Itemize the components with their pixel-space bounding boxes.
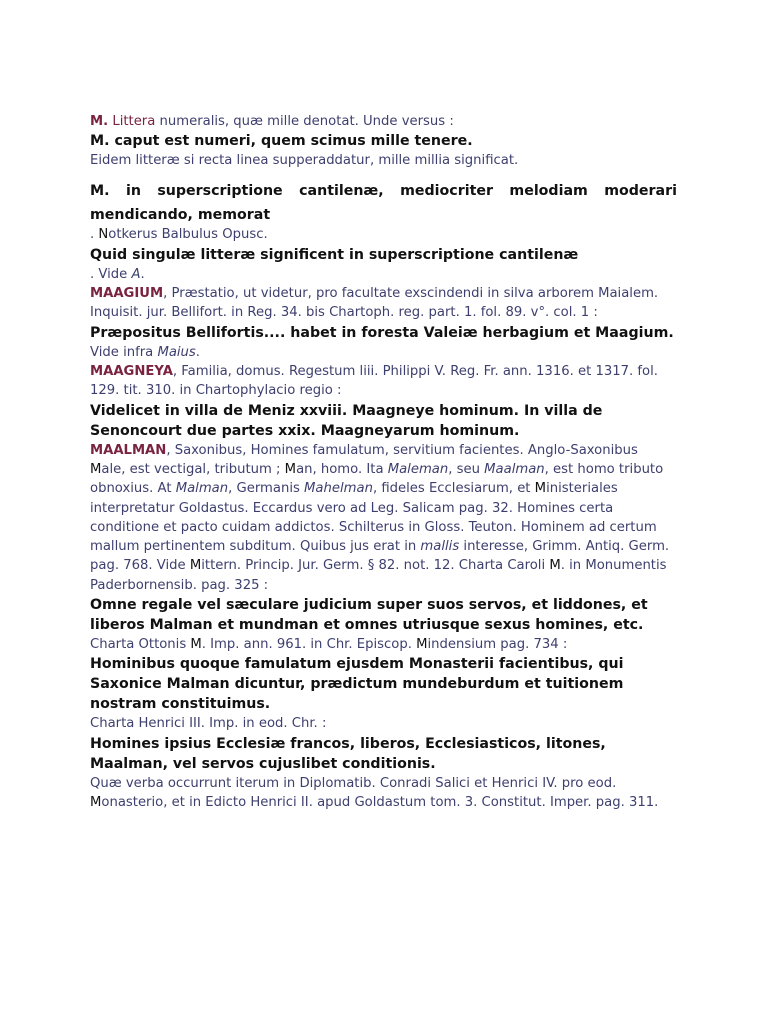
cross-reference: . Vide A. <box>90 266 145 282</box>
headword-maagneya: MAAGNEYA <box>90 364 173 380</box>
closing-note: Quæ verba occurrunt iterum in Diplomatib. Conradi Salici et Henrici IV. pro eod. Monasterio, et in Edicto Henrici II. apud Goldastum tom. 3. Constitut. Imper. pag. 311. <box>90 775 659 810</box>
quote-homines: Homines ipsius Ecclesiæ francos, liberos, Ecclesiasticos, litones, Maalman, vel servos cujuslibet conditionis. <box>90 735 606 772</box>
quote-hominibus: Hominibus quoque famulatum ejusdem Monasterii facientibus, qui Saxonice Malman dicuntur, prædictum mundeburdum et tuitionem nostram constituimus. <box>90 656 624 713</box>
citation-notkerus: . Notkerus Balbulus Opusc. <box>90 226 268 242</box>
entry-maagneya: MAAGNEYA, Familia, domus. Regestum liii. Philippi V. Reg. Fr. ann. 1316. et 1317. fol. 129. tit. 310. in Chartophylacio regio : <box>90 364 658 399</box>
headword-maalman: MAALMAN <box>90 442 167 458</box>
entry-maagium: MAAGIUM, Præstatio, ut videtur, pro facultate exscindendi in silva arborem Maialem. Inquisit. jur. Bellifort. in Reg. 34. bis Chartoph. reg. part. 1. fol. 89. v°. col. 1 : <box>90 286 659 321</box>
definition-text: numeralis, quæ mille denotat. Unde versus : <box>155 114 454 129</box>
bold-statement-line: M. in superscriptione cantilenæ, mediocriter melodiam moderari <box>90 182 677 199</box>
reference-link[interactable]: A <box>131 266 141 282</box>
reference-link[interactable]: Maius <box>157 344 196 360</box>
entry-m-definition <box>90 112 677 131</box>
citation-ottonis: Charta Ottonis M. Imp. ann. 961. in Chr. Episcop. Mindensium pag. 734 : <box>90 637 568 653</box>
quote-maagium: Præpositus Bellifortis.... habet in foresta Valeiæ herbagium et Maagium. <box>90 324 674 341</box>
definition-text: Eidem litteræ si recta linea supperaddatur, mille millia significat. <box>90 153 519 169</box>
quote-maagneya: Videlicet in villa de Meniz xxviii. Maagneye hominum. In villa de Senoncourt due partes xxix. Maagneyarum hominum. <box>90 402 603 439</box>
bold-statement-line: mendicando, memorat <box>90 206 271 223</box>
quid-quote: Quid singulæ litteræ significent in superscriptione cantilenæ <box>90 246 579 263</box>
entry-maalman: MAALMAN, Saxonibus, Homines famulatum, servitium facientes. Anglo-Saxonibus Male, est vectigal, tributum ; Man, homo. Ita Maleman, seu Maalman, est homo tributo obnoxius. At Malman, Germanis Mahelman, fideles Ecclesiarum, et Ministeriales interpretatur Goldastus. Eccardus vero ad Leg. Salicam pag. 32. Homines certa conditione et pacto cuidam addictos. Schilterus in Gloss. Teuton. Hominem ad certum mallum pertinentem subditum. Quibus jus erat in mallis interesse, Grimm. Antiq. Germ. pag. 768. Vide Mittern. Princip. Jur. Germ. § 82. not. 12. Charta Caroli M. in Monumentis Paderbornensib. pag. 325 : <box>90 442 670 593</box>
headword-m: M. <box>90 114 109 129</box>
cross-reference: Vide infra Maius. <box>90 344 200 360</box>
verse-quote: M. caput est numeri, quem scimus mille tenere. <box>90 133 473 150</box>
headword-maagium: MAAGIUM <box>90 286 164 302</box>
quote-omne-regale: Omne regale vel sæculare judicium super suos servos, et liddones, et liberos Malman et mundman et omnes utriusque sexus homines, etc. <box>90 597 648 634</box>
citation-henrici: Charta Henrici III. Imp. in eod. Chr. : <box>90 716 327 732</box>
littera-term: Littera <box>112 114 156 129</box>
dictionary-page <box>90 112 677 812</box>
